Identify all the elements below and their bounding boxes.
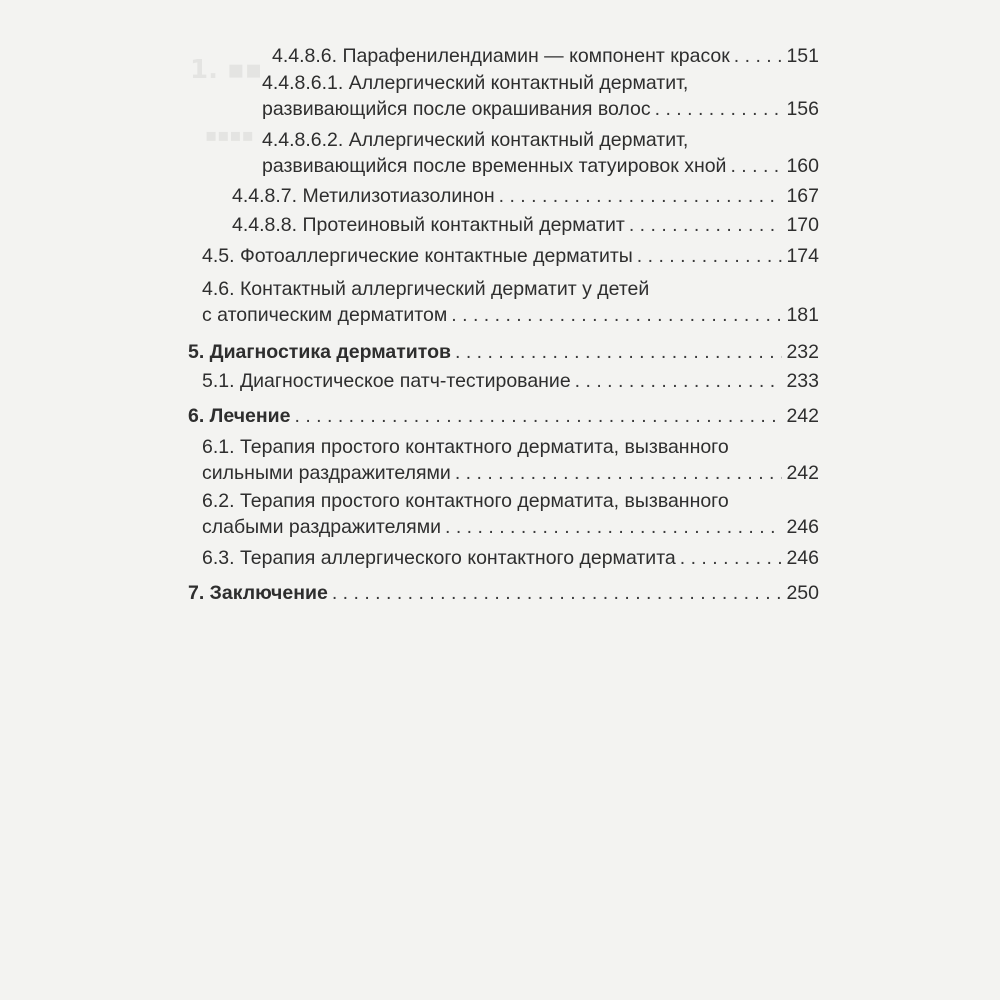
toc-entry xyxy=(232,212,819,238)
bleed-through-mark: 1. ▪▪ xyxy=(190,55,263,85)
dot-leader xyxy=(499,183,783,209)
toc-entry-title: 4.6. Контактный аллергический дерматит у детей xyxy=(202,278,650,300)
toc-entry xyxy=(188,403,819,429)
toc-entry-title-cont: слабыми раздражителями xyxy=(202,516,442,538)
toc-section-title: 7. Заключение xyxy=(188,582,328,604)
toc-entry xyxy=(202,488,819,540)
toc-entry-title: 4.4.8.8. Протеиновый контактный дерматит xyxy=(232,214,625,236)
dot-leader xyxy=(730,153,782,179)
toc-page-number: 151 xyxy=(786,45,819,67)
toc-entry xyxy=(272,43,819,69)
toc-entry-title: 4.5. Фотоаллергические контактные дерматиты xyxy=(202,245,633,267)
dot-leader xyxy=(455,339,782,365)
toc-entry-title-cont: с атопическим дерматитом xyxy=(202,304,448,326)
toc-entry-title: 4.4.8.6.2. Аллергический контактный дерматит, xyxy=(262,129,689,151)
dot-leader xyxy=(295,403,783,429)
toc-entry xyxy=(202,368,819,394)
toc-page-number: 174 xyxy=(786,245,819,267)
toc-entry-title-cont: сильными раздражителями xyxy=(202,462,451,484)
dot-leader xyxy=(637,243,783,269)
toc-page-number: 250 xyxy=(786,582,819,604)
toc-entry xyxy=(232,183,819,209)
bleed-through-mark: ▪▪▪▪ xyxy=(205,125,254,146)
toc-entry-title: 6.2. Терапия простого контактного дерматита, вызванного xyxy=(202,490,729,512)
toc-entry xyxy=(202,545,819,571)
toc-entry-title: 5.1. Диагностическое патч-тестирование xyxy=(202,370,571,392)
toc-page-number: 246 xyxy=(786,547,819,569)
toc-entry xyxy=(262,127,819,179)
toc-entry-title: 4.4.8.6.1. Аллергический контактный дерматит, xyxy=(262,72,689,94)
dot-leader xyxy=(451,302,782,328)
toc-page-number: 242 xyxy=(786,462,819,484)
dot-leader xyxy=(575,368,783,394)
toc-section-title: 6. Лечение xyxy=(188,405,291,427)
toc-page-number: 242 xyxy=(786,405,819,427)
dot-leader xyxy=(734,43,783,69)
toc-entry xyxy=(188,580,819,606)
toc-section-title: 5. Диагностика дерматитов xyxy=(188,341,451,363)
toc-page-number: 167 xyxy=(786,185,819,207)
toc-entry-title: 6.3. Терапия аллергического контактного дерматита xyxy=(202,547,676,569)
dot-leader xyxy=(455,460,783,486)
toc-page-number: 156 xyxy=(786,98,819,120)
toc-page-number: 160 xyxy=(786,155,819,177)
toc-page-number: 181 xyxy=(786,304,819,326)
toc-entry xyxy=(202,434,819,486)
toc-entry-title: 4.4.8.7. Метилизотиазолинон xyxy=(232,185,495,207)
toc-entry xyxy=(202,243,819,269)
toc-page-number: 170 xyxy=(786,214,819,236)
toc-entry-title-cont: развивающийся после окрашивания волос xyxy=(262,98,651,120)
toc-entry-title: 4.4.8.6. Парафенилендиамин — компонент красок xyxy=(272,45,730,67)
toc-entry xyxy=(202,276,819,328)
dot-leader xyxy=(332,580,783,606)
dot-leader xyxy=(445,514,782,540)
toc-entry xyxy=(188,339,819,365)
toc-page-number: 233 xyxy=(786,370,819,392)
toc-entry xyxy=(262,70,819,122)
toc-page-number: 232 xyxy=(786,341,819,363)
dot-leader xyxy=(655,96,783,122)
toc-page-number: 246 xyxy=(786,516,819,538)
dot-leader xyxy=(629,212,783,238)
dot-leader xyxy=(680,545,783,571)
toc-entry-title-cont: развивающийся после временных татуировок хной xyxy=(262,155,727,177)
toc-entry-title: 6.1. Терапия простого контактного дерматита, вызванного xyxy=(202,436,729,458)
